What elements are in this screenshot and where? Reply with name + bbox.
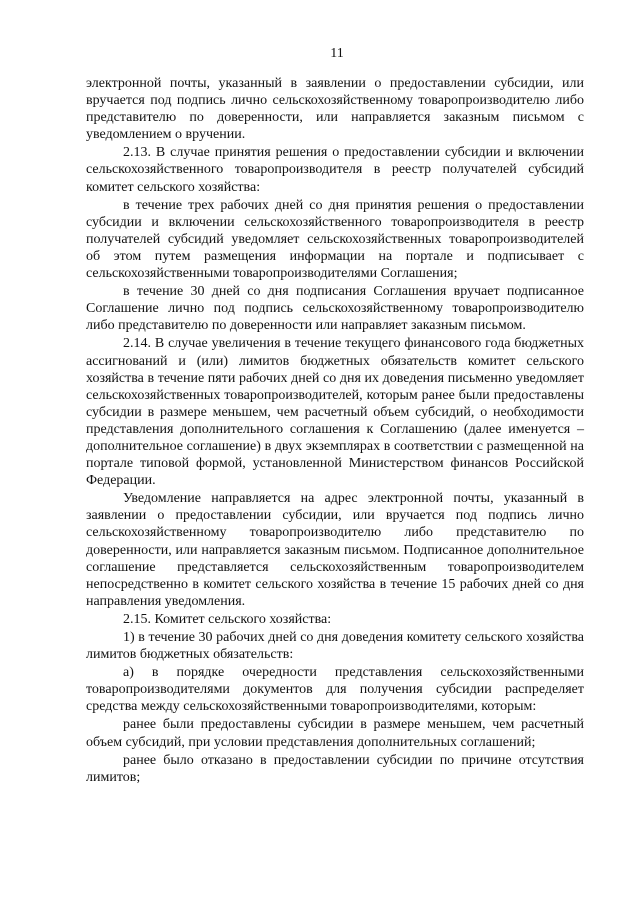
paragraph: а) в порядке очередности представления сельскохозяйственными товаропроизводителями документов для получения субсидии распределяет средства между сельскохозяйственными товаропроизводителями, которым:	[86, 665, 584, 715]
paragraph: электронной почты, указанный в заявлении о предоставлении субсидии, или вручается под подпись лично сельскохозяйственному товаропроизводителю либо представителю по доверенности, или направляется заказным письмом с уведомлением о вручении.	[86, 76, 584, 143]
paragraph: ранее были предоставлены субсидии в размере меньшем, чем расчетный объем субсидий, при условии представления дополнительных соглашений;	[86, 717, 584, 750]
paragraph: ранее было отказано в предоставлении субсидии по причине отсутствия лимитов;	[86, 752, 584, 785]
paragraph: в течение 30 дней со дня подписания Соглашения вручает подписанное Соглашение лично под подпись сельскохозяйственному товаропроизводителю либо представителю по доверенности или направляет заказным письмом.	[86, 284, 584, 334]
paragraph: 2.13. В случае принятия решения о предоставлении субсидии и включении сельскохозяйственного товаропроизводителя в реестр получателей субсидий комитет сельского хозяйства:	[86, 145, 584, 195]
paragraph: 1) в течение 30 рабочих дней со дня доведения комитету сельского хозяйства лимитов бюджетных обязательств:	[86, 630, 584, 663]
paragraph: 2.15. Комитет сельского хозяйства:	[123, 611, 332, 627]
paragraph: 2.14. В случае увеличения в течение текущего финансового года бюджетных ассигнований и (или) лимитов бюджетных обязательств комитет сельского хозяйства в течение пяти рабочих дней со дня их доведения письменно уведомляет сельскохозяйственных товаропроизводителей, которым ранее были предоставлены субсидии в размере меньшем, чем расчетный объем субсидий, о необходимости представления дополнительного соглашения к Соглашению (далее именуется – дополнительное соглашение) в двух экземплярах в соответствии с размещенной на портале типовой формой, установленной Министерством финансов Российской Федерации.	[86, 336, 584, 489]
paragraph: Уведомление направляется на адрес электронной почты, указанный в заявлении о предоставлении субсидии, или вручается под подпись лично сельскохозяйственному товаропроизводителю либо представителю по доверенности, или направляется заказным письмом. Подписанное дополнительное соглашение представляется сельскохозяйственным товаропроизводителем непосредственно в комитет сельского хозяйства в течение 15 рабочих дней со дня направления уведомления.	[86, 491, 584, 609]
paragraph: в течение трех рабочих дней со дня принятия решения о предоставлении субсидии и включении сельскохозяйственного товаропроизводителя в реестр получателей субсидий уведомляет сельскохозяйственных товаропроизводителей об этом путем размещения информации на портале и подписывает с сельскохозяйственными товаропроизводителями Соглашения;	[86, 197, 584, 282]
page-number: 11	[330, 46, 344, 61]
body-text	[86, 75, 584, 786]
